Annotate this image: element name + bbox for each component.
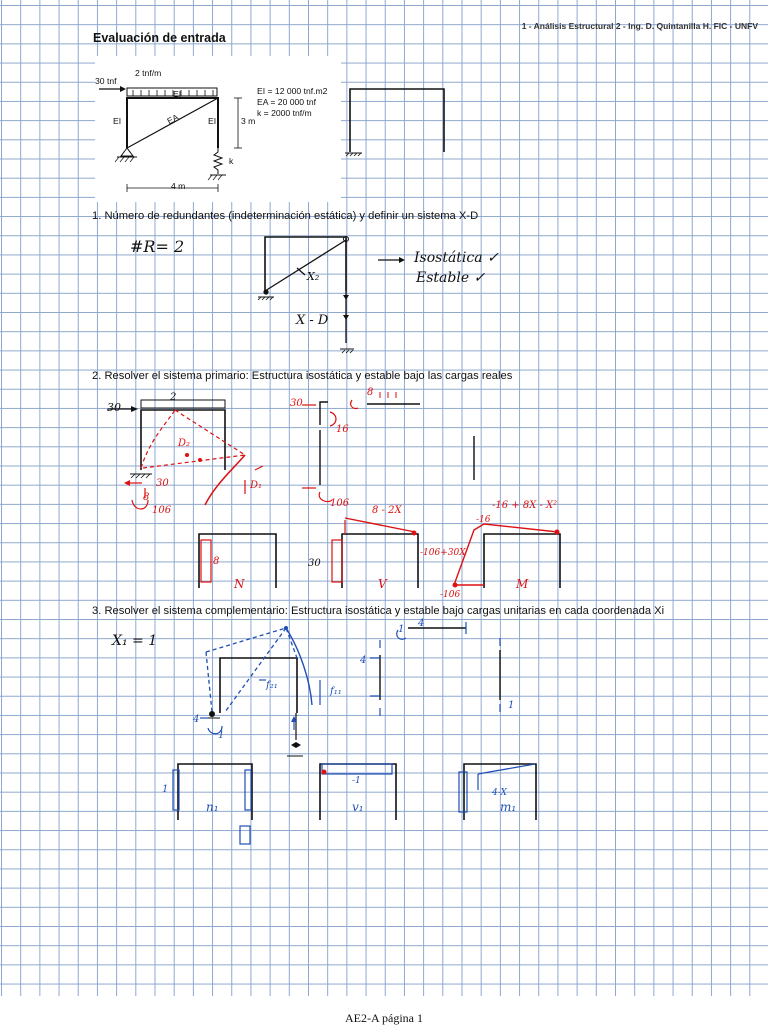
n-value-8: 8 [213,556,220,567]
reaction-30-note: 30 [156,478,169,489]
stable-note: Estable ✓ [416,270,486,286]
load-distributed-label: 2 tnf/m [135,68,162,78]
x2-label: X₂ [307,270,320,283]
ei-top-label: EI [173,89,182,99]
prop-k: k = 2000 tnf/m [257,108,312,118]
spring-label: k [229,156,234,166]
isostatic-note: Isostática ✓ [414,250,499,266]
load-point-label: 30 tnf [95,76,117,86]
ea-diag-label: EA [165,111,181,127]
f21-note: f₂₁ [266,680,278,691]
n1-value-1: 1 [162,784,169,795]
question-1: 1. Número de redundantes (indeterminación estática) y definir un sistema X-D [92,210,479,222]
fb3-1-note: 1 [398,624,405,635]
fb3-right-1-note: 1 [508,700,515,711]
page-title: Evaluación de entrada [93,31,226,45]
prop-ea: EA = 20 000 tnf [257,97,317,107]
xd-label: X - D [296,313,329,328]
m-expr-note: -16 + 8X - X² [492,500,558,511]
f11-note: f₁₁ [330,686,342,697]
load-2-note: 2 [170,392,177,403]
m-lin-note: -106+30X [420,548,466,558]
v-diagram-label: V [378,577,387,591]
redundants-note: #R= 2 [130,237,185,256]
ei-right-label: EI [208,116,217,126]
comp-1-note: 1 [218,730,225,741]
reaction-8-note: 8 [143,492,150,503]
m1-label: m₁ [500,800,517,814]
n-diagram-label: N [234,577,245,591]
v1-minus1: -1 [352,776,361,786]
question-2: 2. Resolver el sistema primario: Estructura isostática y estable bajo las cargas reales [92,370,513,382]
width-label: 4 m [171,181,186,191]
page-footer: AE2-A página 1 [345,1011,423,1025]
fb3-vert-4-note: 4 [360,655,367,666]
ei-left-label: EI [113,116,122,126]
m-diagram-label: M [516,577,529,591]
question-3: 3. Resolver el sistema complementario: Estructura isostática y estable bajo cargas unitarias en cada coordenada Xi [92,605,665,617]
fb-16-note: 16 [336,424,349,435]
comp-4-note: 4 [193,714,200,725]
fb-30-note: 30 [290,398,303,409]
delta1-note: D₁ [250,480,263,491]
v-expr-note: 8 - 2X [372,505,402,516]
height-label: 3 m [241,116,256,126]
v-value-30: 30 [308,558,321,569]
n1-label: n₁ [206,800,219,814]
fb3-4-note: 4 [418,618,425,629]
m1-4x: 4-X [492,788,507,798]
x1-equation: X₁ = 1 [112,633,158,649]
m-minus16-note: -16 [476,515,491,525]
load-30-note: 30 [107,401,121,414]
m-minus106-note: -106 [440,590,461,600]
fb-106-note: 106 [330,498,350,509]
delta2-note: D₂ [178,438,191,449]
v1-label: v₁ [352,800,364,814]
fb-8-note: 8 [367,387,374,398]
reaction-106-note: 106 [152,505,172,516]
page-header: 1 - Análisis Estructural 2 - Ing. D. Quintanilla H. FIC - UNFV [521,21,758,31]
prop-ei: EI = 12 000 tnf.m2 [257,86,328,96]
